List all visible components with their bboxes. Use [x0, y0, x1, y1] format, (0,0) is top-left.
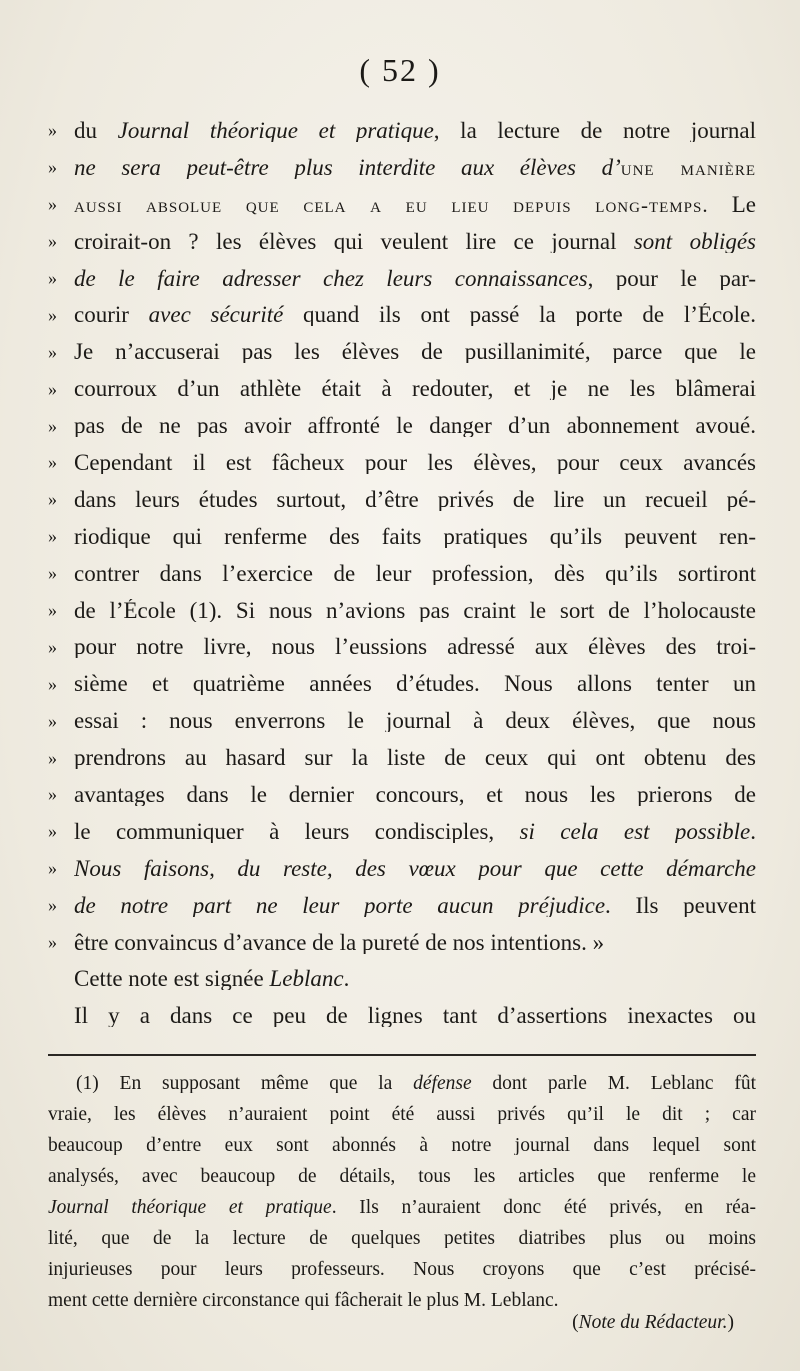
quote-mark: » — [48, 452, 57, 473]
text-run: Cette note est signée — [74, 967, 270, 991]
text-line-text — [74, 931, 756, 954]
text-run: Il y a dans ce peu de lignes tant d’assertions inexactes ou — [74, 1004, 756, 1028]
text-line — [48, 370, 756, 407]
text-run: croirait-on ? les élèves qui veulent lire ce journal — [74, 229, 634, 253]
text-run: Je n’accuserai pas les élèves de pusillanimité, parce que le — [74, 340, 756, 364]
quote-mark: » — [48, 673, 57, 694]
quote-mark: » — [48, 858, 57, 879]
text-line — [48, 260, 756, 297]
text-line-text — [74, 562, 756, 585]
quote-mark: » — [48, 747, 57, 768]
italic-run: ne sera peut-être plus interdite aux élèves — [74, 155, 602, 179]
italic-run: Leblanc — [269, 967, 344, 991]
quote-mark: » — [48, 304, 57, 325]
text-line — [48, 628, 756, 665]
italic-run: Journal théorique et pratique — [117, 118, 434, 142]
footnote-line-text — [48, 1260, 756, 1280]
text-line-text — [74, 894, 756, 917]
footnote-line-text — [48, 1167, 756, 1187]
text-run: être convaincus d’avance de la pureté de nos intentions. » — [74, 930, 605, 954]
text-line-text — [74, 857, 756, 880]
italic-run: d’ — [601, 155, 621, 179]
text-line — [48, 960, 756, 997]
text-line-text — [74, 1004, 756, 1027]
text-line-text — [74, 267, 756, 290]
footnote-line-text — [48, 1074, 756, 1094]
text-run: dont parle M. Leblanc fût — [471, 1073, 756, 1094]
signature-close-paren: ) — [727, 1312, 734, 1333]
footnote-line — [48, 1068, 756, 1099]
text-line — [48, 518, 756, 555]
text-run: injurieuses pour leurs professeurs. Nous croyons que c’est précisé- — [48, 1259, 756, 1280]
text-run: analysés, avec beaucoup de détails, tous les articles que renferme le — [48, 1166, 756, 1187]
quote-mark: » — [48, 194, 57, 215]
text-line — [48, 296, 756, 333]
text-line-text — [74, 672, 756, 695]
footnote-line — [48, 1223, 756, 1254]
text-line — [48, 887, 756, 924]
footnote-line — [48, 1099, 756, 1130]
text-line-text — [74, 451, 756, 474]
quote-mark: » — [48, 341, 57, 362]
text-line-text — [74, 709, 756, 732]
text-line-text — [74, 230, 756, 253]
small-caps-run: une manière — [620, 155, 756, 179]
text-line — [48, 850, 756, 887]
text-line — [48, 997, 756, 1034]
text-line — [48, 149, 756, 186]
text-line — [48, 407, 756, 444]
footnote-line — [48, 1192, 756, 1223]
text-run: Le — [708, 192, 756, 216]
quote-mark: » — [48, 784, 57, 805]
text-line-text — [74, 599, 756, 622]
text-line — [48, 481, 756, 518]
text-line-text — [74, 967, 756, 990]
italic-run: si cela est possible — [519, 819, 751, 843]
text-line — [48, 333, 756, 370]
text-run: prendrons au hasard sur la liste de ceux qui ont obtenu des — [74, 746, 756, 770]
text-run: lité, que de la lecture de quelques petites diatribes plus ou moins — [48, 1228, 756, 1249]
text-run: avantages dans le dernier concours, et nous les prierons de — [74, 782, 756, 806]
text-line — [48, 223, 756, 260]
text-line — [48, 112, 756, 149]
signature-open-paren: ( — [572, 1312, 579, 1333]
main-text — [48, 112, 756, 1034]
text-line — [48, 665, 756, 702]
text-run: ment cette dernière circonstance qui fâcherait le plus M. Leblanc. — [48, 1290, 559, 1311]
text-run: pas de ne pas avoir affronté le danger d’un abonnement avoué. — [74, 414, 756, 438]
footnote-line-text — [48, 1136, 756, 1156]
text-line-text — [74, 820, 756, 843]
footnote-line — [48, 1254, 756, 1285]
text-run: , la lecture de notre journal — [433, 118, 756, 142]
quote-mark: » — [48, 710, 57, 731]
italic-run: Nous faisons, du reste, des vœux pour que cette démarche — [74, 856, 756, 880]
text-run: du — [74, 118, 118, 142]
text-line-text — [74, 156, 756, 179]
quote-mark: » — [48, 231, 57, 252]
text-line — [48, 186, 756, 223]
quote-mark: » — [48, 526, 57, 547]
text-run: pour notre livre, nous l’eussions adressé aux élèves des troi- — [74, 635, 756, 659]
text-run: de l’École (1). Si nous n’avions pas craint le sort de l’holocauste — [74, 598, 756, 622]
footnote-line — [48, 1130, 756, 1161]
text-run: sième et quatrième années d’études. Nous allons tenter un — [74, 672, 756, 696]
text-line — [48, 555, 756, 592]
text-run: . — [750, 819, 756, 843]
text-line-text — [74, 783, 756, 806]
quote-mark: » — [48, 895, 57, 916]
text-run: courroux d’un athlète était à redouter, et je ne les blâmerai — [74, 377, 756, 401]
text-run: Cependant il est fâcheux pour les élèves, pour ceux avancés — [74, 450, 756, 474]
italic-run: défense — [413, 1073, 472, 1094]
signature-text: Note du Rédacteur. — [578, 1312, 728, 1333]
text-run: contrer dans l’exercice de leur profession, dès qu’ils sortiront — [74, 561, 756, 585]
text-line — [48, 776, 756, 813]
text-line — [48, 702, 756, 739]
text-run: le communiquer à leurs condisciples, — [74, 819, 520, 843]
italic-run: de le faire adresser chez leurs connaissances — [74, 266, 588, 290]
text-run: . Ils peuvent — [605, 893, 756, 917]
text-line-text — [74, 746, 756, 769]
quote-mark: » — [48, 563, 57, 584]
quote-mark: » — [48, 120, 57, 141]
text-line-text — [74, 635, 756, 658]
footnote — [48, 1068, 756, 1316]
text-run: . — [343, 967, 350, 991]
text-line-text — [74, 340, 756, 363]
italic-run: avec sécurité — [148, 303, 284, 327]
footnote-line-text — [48, 1198, 756, 1218]
text-line — [48, 813, 756, 850]
text-run: essai : nous enverrons le journal à deux élèves, que nous — [74, 709, 756, 733]
text-run: (1) En supposant même que la — [76, 1073, 414, 1094]
text-run: riodique qui renferme des faits pratiques qu’ils peuvent ren- — [74, 524, 756, 548]
quote-mark: » — [48, 636, 57, 657]
quote-mark: » — [48, 489, 57, 510]
text-run: beaucoup d’entre eux sont abonnés à notre journal dans lequel sont — [48, 1135, 756, 1156]
text-line — [48, 592, 756, 629]
text-line-text — [74, 414, 756, 437]
quote-mark: » — [48, 600, 57, 621]
footnote-signature — [572, 1312, 734, 1334]
italic-run: de notre part ne leur porte aucun préjudice — [74, 893, 606, 917]
text-line-text — [74, 377, 756, 400]
quote-mark: » — [48, 157, 57, 178]
footnote-line-text — [48, 1291, 756, 1311]
text-run: , pour le par- — [587, 266, 756, 290]
italic-run: sont obligés — [633, 229, 756, 253]
text-run: quand ils ont passé la porte de l’École. — [283, 303, 756, 327]
quote-mark: » — [48, 378, 57, 399]
small-caps-run: aussi absolue que cela a eu lieu depuis long-temps. — [74, 192, 709, 216]
text-line — [48, 924, 756, 961]
text-line-text — [74, 525, 756, 548]
text-run: dans leurs études surtout, d’être privés de lire un recueil pé- — [74, 487, 756, 511]
text-run: courir — [74, 303, 149, 327]
footnote-line-text — [48, 1229, 756, 1249]
text-line-text — [74, 303, 756, 326]
quote-mark: » — [48, 932, 57, 953]
text-line-text — [74, 119, 756, 142]
text-line-text — [74, 193, 756, 216]
text-run: vraie, les élèves n’auraient point été aussi privés qu’il le dit ; car — [48, 1104, 756, 1125]
text-line — [48, 739, 756, 776]
page-number: ( 52 ) — [359, 52, 441, 88]
footnote-divider — [48, 1054, 756, 1056]
quote-mark: » — [48, 415, 57, 436]
text-line-text — [74, 488, 756, 511]
footnote-line-text — [48, 1105, 756, 1125]
quote-mark: » — [48, 268, 57, 288]
text-run: . Ils n’auraient donc été privés, en réa- — [331, 1197, 756, 1218]
quote-mark: » — [48, 821, 57, 842]
text-line — [48, 444, 756, 481]
italic-run: Journal théorique et pratique — [48, 1197, 332, 1218]
footnote-line — [48, 1161, 756, 1192]
